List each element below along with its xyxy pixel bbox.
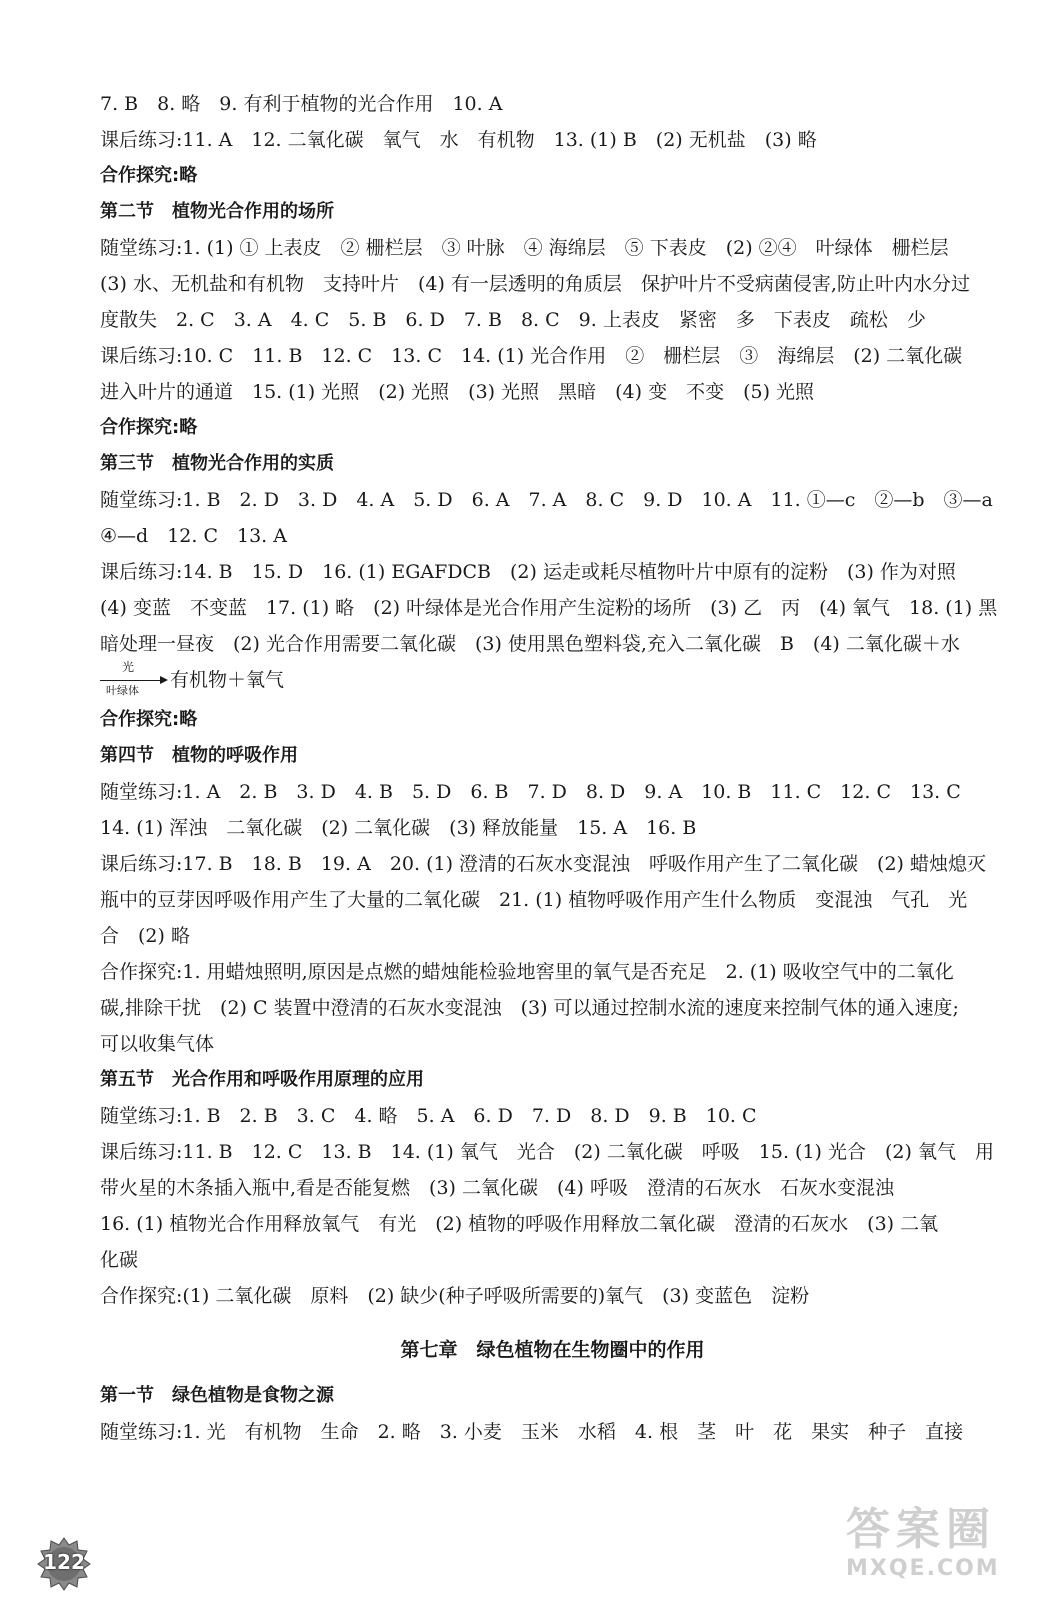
watermark-url: MXQE.COM	[846, 1556, 1000, 1581]
equation-products: 有机物＋氧气	[170, 669, 285, 691]
text-line: 课后练习:14. B 15. D 16. (1) EGAFDCB (2) 运走或耗尽植物叶片中原有的淀粉 (3) 作为对照	[100, 561, 956, 583]
equation-condition-chloroplast: 叶绿体	[106, 684, 139, 697]
text-line: 化碳	[100, 1249, 139, 1271]
text-line: 课后练习:10. C 11. B 12. C 13. C 14. (1) 光合作用 ② 栅栏层 ③ 海绵层 (2) 二氧化碳	[100, 345, 963, 367]
text-line: 课后练习:17. B 18. B 19. A 20. (1) 澄清的石灰水变混浊 呼吸作用产生了二氧化碳 (2) 蜡烛熄灭	[100, 853, 986, 875]
page-number: 122	[43, 1550, 85, 1574]
text-line: 暗处理一昼夜 (2) 光合作用需要二氧化碳 (3) 使用黑色塑料袋,充入二氧化碳 B (4) 二氧化碳＋水	[100, 633, 960, 655]
text-line: 合作探究:略	[100, 417, 198, 438]
section-heading: 第五节 光合作用和呼吸作用原理的应用	[100, 1069, 424, 1090]
section-heading: 第三节 植物光合作用的实质	[100, 453, 334, 474]
text-line: 随堂练习:1. 光 有机物 生命 2. 略 3. 小麦 玉米 水稻 4. 根 茎 叶 花 果实 种子 直接	[100, 1421, 964, 1443]
text-line: 合作探究:(1) 二氧化碳 原料 (2) 缺少(种子呼吸所需要的)氧气 (3) 变蓝色 淀粉	[100, 1285, 810, 1307]
text-line: 合作探究:略	[100, 165, 198, 186]
text-line: 16. (1) 植物光合作用释放氧气 有光 (2) 植物的呼吸作用释放二氧化碳 澄清的石灰水 (3) 二氧	[100, 1213, 939, 1235]
text-line: 合作探究:1. 用蜡烛照明,原因是点燃的蜡烛能检验地窖里的氧气是否充足 2. (1) 吸收空气中的二氧化	[100, 961, 954, 983]
chapter-title: 第七章 绿色植物在生物圈中的作用	[400, 1339, 705, 1361]
text-line: 合 (2) 略	[100, 925, 190, 947]
section-heading: 第二节 植物光合作用的场所	[100, 201, 334, 222]
photosynthesis-equation	[100, 662, 1005, 702]
text-line: 14. (1) 浑浊 二氧化碳 (2) 二氧化碳 (3) 释放能量 15. A 16. B	[100, 817, 697, 839]
text-line: 可以收集气体	[100, 1033, 215, 1055]
text-line: 随堂练习:1. B 2. D 3. D 4. A 5. D 6. A 7. A 8. C 9. D 10. A 11. ①—c ②—b ③—a	[100, 489, 993, 511]
text-line: 随堂练习:1. (1) ① 上表皮 ② 栅栏层 ③ 叶脉 ④ 海绵层 ⑤ 下表皮 (2) ②④ 叶绿体 栅栏层	[100, 237, 949, 259]
text-line: 随堂练习:1. A 2. B 3. D 4. B 5. D 6. B 7. D 8. D 9. A 10. B 11. C 12. C 13. C	[100, 781, 961, 803]
text-line: 随堂练习:1. B 2. B 3. C 4. 略 5. A 6. D 7. D 8. D 9. B 10. C	[100, 1105, 757, 1127]
text-line: 带火星的木条插入瓶中,看是否能复燃 (3) 二氧化碳 (4) 呼吸 澄清的石灰水 石灰水变混浊	[100, 1177, 894, 1199]
text-line: 瓶中的豆芽因呼吸作用产生了大量的二氧化碳 21. (1) 植物呼吸作用产生什么物质 变混浊 气孔 光	[100, 889, 968, 911]
text-line: 进入叶片的通道 15. (1) 光照 (2) 光照 (3) 光照 黑暗 (4) 变 不变 (5) 光照	[100, 381, 815, 403]
reaction-arrow	[100, 680, 166, 681]
text-line: (4) 变蓝 不变蓝 17. (1) 略 (2) 叶绿体是光合作用产生淀粉的场所 (3) 乙 丙 (4) 氧气 18. (1) 黑	[100, 597, 998, 619]
text-line: 7. B 8. 略 9. 有利于植物的光合作用 10. A	[100, 93, 503, 115]
text-line: 碳,排除干扰 (2) C 装置中澄清的石灰水变混浊 (3) 可以通过控制水流的速度来控制气体的通入速度;	[100, 997, 959, 1019]
text-line: 课后练习:11. B 12. C 13. B 14. (1) 氧气 光合 (2) 二氧化碳 呼吸 15. (1) 光合 (2) 氧气 用	[100, 1141, 994, 1163]
equation-condition-light: 光	[122, 660, 135, 674]
text-line: ④—d 12. C 13. A	[100, 525, 287, 547]
section-heading: 第一节 绿色植物是食物之源	[100, 1385, 334, 1406]
watermark-logo: 答案圈	[846, 1504, 996, 1555]
text-line: 度散失 2. C 3. A 4. C 5. B 6. D 7. B 8. C 9. 上表皮 紧密 多 下表皮 疏松 少	[100, 309, 926, 331]
page-number-badge	[36, 1536, 92, 1592]
watermark	[846, 1504, 1046, 1594]
text-line: 课后练习:11. A 12. 二氧化碳 氧气 水 有机物 13. (1) B (2) 无机盐 (3) 略	[100, 129, 817, 151]
answer-content	[100, 86, 1005, 1450]
text-line: (3) 水、无机盐和有机物 支持叶片 (4) 有一层透明的角质层 保护叶片不受病菌侵害,防止叶内水分过	[100, 273, 970, 295]
text-line: 合作探究:略	[100, 709, 198, 730]
section-heading: 第四节 植物的呼吸作用	[100, 745, 298, 766]
